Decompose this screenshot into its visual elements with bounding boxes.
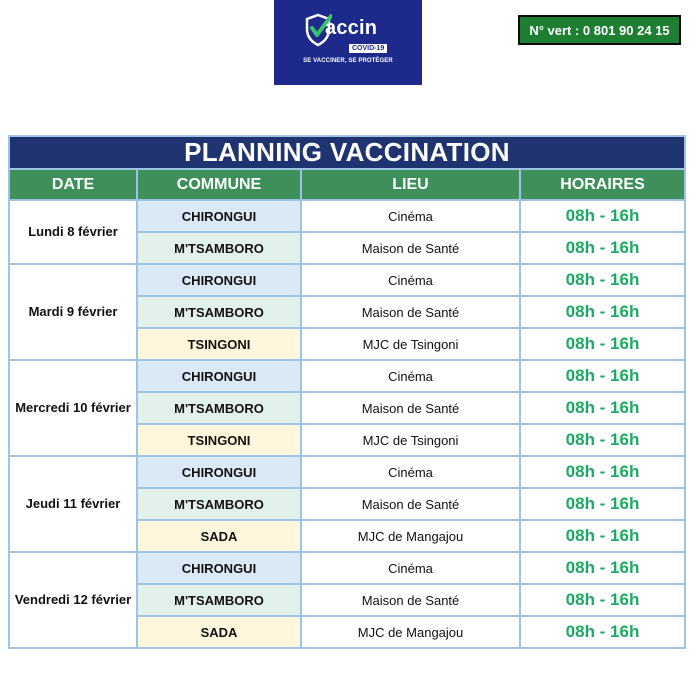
lieu-cell: Maison de Santé (301, 488, 520, 520)
horaires-cell: 08h - 16h (520, 488, 685, 520)
table-row (9, 200, 685, 232)
table-row (9, 552, 685, 584)
horaires-cell: 08h - 16h (520, 424, 685, 456)
table-row (9, 264, 685, 296)
lieu-cell: Cinéma (301, 360, 520, 392)
logo-word: accin (325, 17, 378, 39)
date-cell: Mercredi 10 février (9, 360, 137, 456)
table-body (9, 200, 685, 648)
vaccin-logo (274, 0, 422, 85)
header-horaires: HORAIRES (520, 169, 685, 200)
commune-cell: CHIRONGUI (137, 264, 301, 296)
commune-cell: SADA (137, 520, 301, 552)
horaires-cell: 08h - 16h (520, 296, 685, 328)
date-cell: Vendredi 12 février (9, 552, 137, 648)
header-commune: COMMUNE (137, 169, 301, 200)
commune-cell: M'TSAMBORO (137, 392, 301, 424)
lieu-cell: Maison de Santé (301, 584, 520, 616)
lieu-cell: Cinéma (301, 552, 520, 584)
commune-cell: CHIRONGUI (137, 456, 301, 488)
lieu-cell: MJC de Mangajou (301, 520, 520, 552)
lieu-cell: MJC de Tsingoni (301, 424, 520, 456)
logo-tagline: SE VACCINER, SE PROTÉGER (303, 58, 393, 64)
horaires-cell: 08h - 16h (520, 552, 685, 584)
commune-cell: TSINGONI (137, 424, 301, 456)
logo-subtitle: COVID-19 (349, 44, 387, 53)
table-title-row (9, 136, 685, 169)
commune-cell: CHIRONGUI (137, 552, 301, 584)
horaires-cell: 08h - 16h (520, 360, 685, 392)
table-row (9, 456, 685, 488)
horaires-cell: 08h - 16h (520, 520, 685, 552)
horaires-cell: 08h - 16h (520, 328, 685, 360)
date-cell: Jeudi 11 février (9, 456, 137, 552)
horaires-cell: 08h - 16h (520, 616, 685, 648)
commune-cell: SADA (137, 616, 301, 648)
lieu-cell: Maison de Santé (301, 232, 520, 264)
commune-cell: CHIRONGUI (137, 200, 301, 232)
horaires-cell: 08h - 16h (520, 456, 685, 488)
lieu-cell: Cinéma (301, 456, 520, 488)
commune-cell: CHIRONGUI (137, 360, 301, 392)
commune-cell: M'TSAMBORO (137, 296, 301, 328)
commune-cell: M'TSAMBORO (137, 488, 301, 520)
table-title: PLANNING VACCINATION (9, 136, 685, 169)
commune-cell: TSINGONI (137, 328, 301, 360)
lieu-cell: MJC de Tsingoni (301, 328, 520, 360)
lieu-cell: Maison de Santé (301, 296, 520, 328)
table-header-row (9, 169, 685, 200)
commune-cell: M'TSAMBORO (137, 232, 301, 264)
header-date: DATE (9, 169, 137, 200)
lieu-cell: Cinéma (301, 264, 520, 296)
header-lieu: LIEU (301, 169, 520, 200)
date-cell: Lundi 8 février (9, 200, 137, 264)
table-row (9, 360, 685, 392)
vaccination-schedule-table (8, 135, 686, 649)
lieu-cell: Maison de Santé (301, 392, 520, 424)
lieu-cell: Cinéma (301, 200, 520, 232)
lieu-cell: MJC de Mangajou (301, 616, 520, 648)
commune-cell: M'TSAMBORO (137, 584, 301, 616)
horaires-cell: 08h - 16h (520, 232, 685, 264)
date-cell: Mardi 9 février (9, 264, 137, 360)
horaires-cell: 08h - 16h (520, 264, 685, 296)
horaires-cell: 08h - 16h (520, 392, 685, 424)
horaires-cell: 08h - 16h (520, 200, 685, 232)
hotline-badge: N° vert : 0 801 90 24 15 (518, 15, 681, 45)
horaires-cell: 08h - 16h (520, 584, 685, 616)
